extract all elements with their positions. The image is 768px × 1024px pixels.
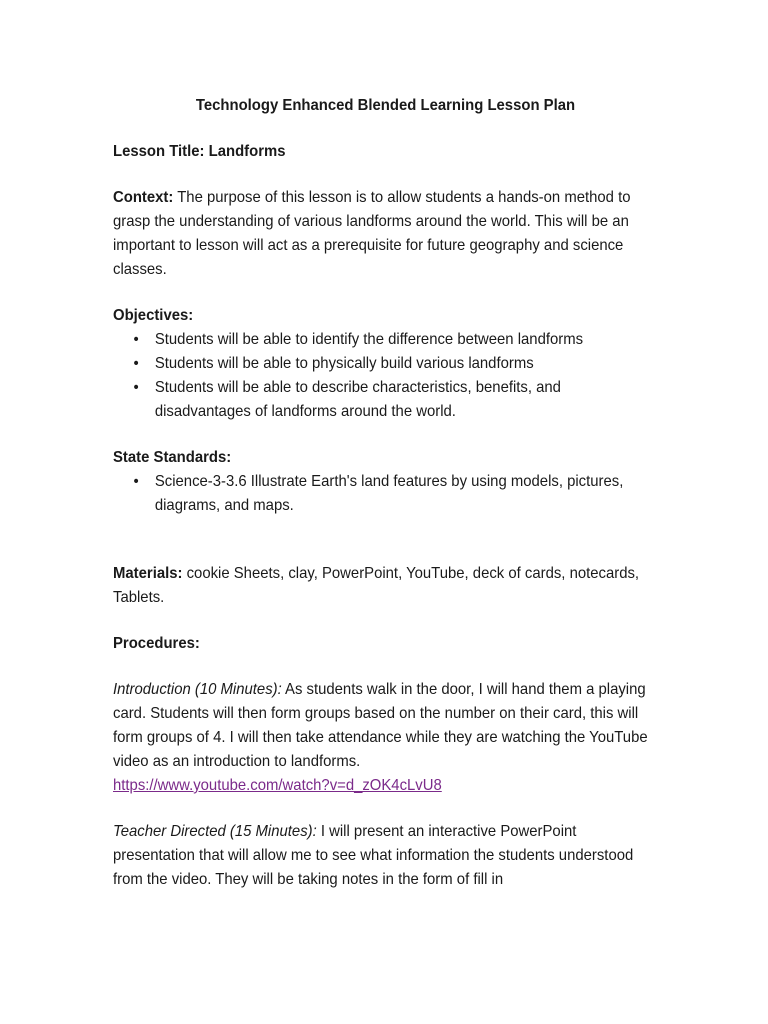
materials-paragraph [113, 562, 658, 610]
materials-text: cookie Sheets, clay, PowerPoint, YouTube, deck of cards, notecards, Tablets. [113, 565, 640, 606]
bullet-icon: • [133, 331, 139, 348]
introduction-text: As students walk in the door, I will hand them a playing card. Students will then form groups based on the number on their card, this will form groups of 4. I will then take attendance while they are watching the YouTube video as an introduction to landforms. [113, 681, 648, 770]
teacher-directed-paragraph [113, 820, 658, 892]
context-section [113, 186, 658, 282]
standard-item: • Science-3-3.6 Illustrate Earth's land features by using models, pictures, diagrams, and maps. [113, 470, 658, 518]
procedures-section [113, 632, 658, 656]
introduction-paragraph [113, 678, 658, 774]
procedures-label: Procedures: [113, 635, 200, 652]
objective-item: • Students will be able to describe characteristics, benefits, and disadvantages of landforms around the world. [113, 376, 658, 424]
state-standards-section [113, 446, 658, 518]
context-text: The purpose of this lesson is to allow students a hands-on method to grasp the understanding of various landforms around the world. This will be an important to lesson will act as a prerequisite for future geography and science classes. [113, 189, 631, 278]
video-link-line [113, 774, 658, 798]
lesson-title-section [113, 140, 658, 164]
teacher-directed-label: Teacher Directed (15 Minutes): [113, 823, 317, 840]
lesson-plan-page [113, 94, 658, 914]
objective-item: • Students will be able to physically build various landforms [113, 352, 658, 376]
bullet-icon: • [133, 355, 139, 372]
objectives-list [113, 328, 658, 424]
objectives-section [113, 304, 658, 424]
state-standards-list [113, 470, 658, 518]
introduction-section [113, 678, 658, 798]
materials-label: Materials: [113, 565, 183, 582]
materials-section [113, 562, 658, 610]
bullet-icon: • [133, 473, 139, 490]
document-title: Technology Enhanced Blended Learning Lesson Plan [195, 97, 576, 114]
objectives-label: Objectives: [113, 307, 194, 324]
teacher-directed-section [113, 820, 658, 892]
bullet-icon: • [133, 379, 139, 396]
context-label: Context: [113, 189, 174, 206]
lesson-title: Lesson Title: Landforms [113, 143, 286, 160]
teacher-directed-text: I will present an interactive PowerPoint presentation that will allow me to see what information the students understood from the video. They will be taking notes in the form of fill in [113, 823, 634, 888]
objective-item: • Students will be able to identify the difference between landforms [113, 328, 658, 352]
context-paragraph [113, 186, 658, 282]
youtube-video-link[interactable]: https://www.youtube.com/watch?v=d_zOK4cLvU8 [113, 777, 442, 794]
introduction-label: Introduction (10 Minutes): [113, 681, 282, 698]
state-standards-label: State Standards: [113, 449, 232, 466]
